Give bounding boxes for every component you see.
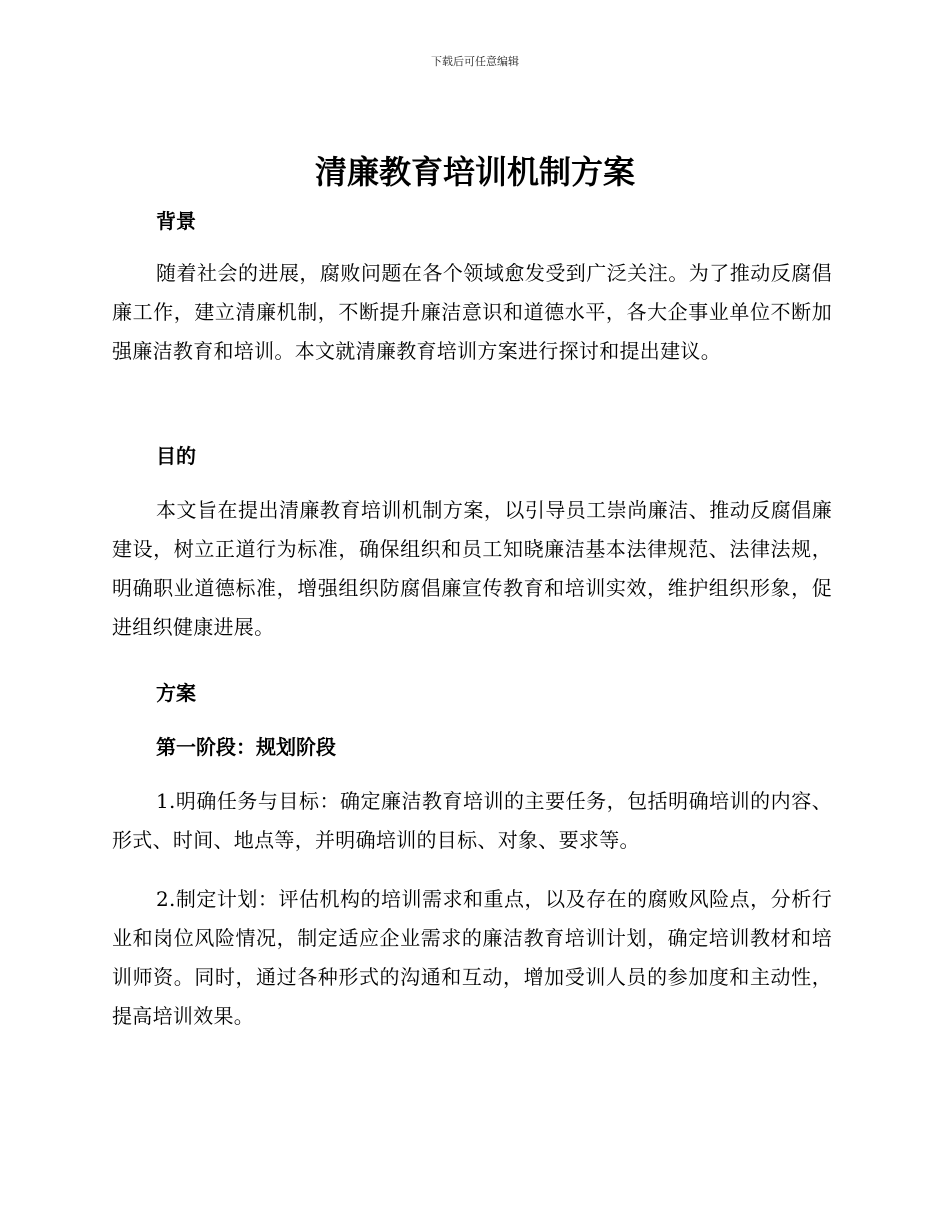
subsection-heading-phase1: 第一阶段：规划阶段 — [156, 735, 336, 759]
document-title: 清廉教育培训机制方案 — [314, 153, 635, 191]
paragraph-background: 随着社会的进展，腐败问题在各个领域愈发受到广泛关注。为了推动反腐倡廉工作，建立清廉机制，不断提升廉洁意识和道德水平，各大企事业单位不断加强廉洁教育和培训。本文就清廉教育培训方案进行探讨和提出建议。 — [112, 261, 832, 363]
paragraph-purpose: 本文旨在提出清廉教育培训机制方案，以引导员工崇尚廉洁、推动反腐倡廉建设，树立正道行为标准，确保组织和员工知晓廉洁基本法律规范、法律法规，明确职业道德标准，增强组织防腐倡廉宣传教育和培训实效，维护组织形象，促进组织健康进展。 — [112, 498, 832, 639]
section-heading-plan: 方案 — [156, 681, 196, 705]
page-header-note: 下载后可任意编辑 — [431, 55, 519, 68]
section-heading-purpose: 目的 — [156, 444, 196, 468]
plan-item-1: 1.明确任务与目标：确定廉洁教育培训的主要任务，包括明确培训的内容、形式、时间、地点等，并明确培训的目标、对象、要求等。 — [112, 789, 832, 852]
section-heading-background: 背景 — [156, 209, 196, 233]
plan-item-2: 2.制定计划：评估机构的培训需求和重点，以及存在的腐败风险点，分析行业和岗位风险情况，制定适应企业需求的廉洁教育培训计划，确定培训教材和培训师资。同时，通过各种形式的沟通和互动，增加受训人员的参加度和主动性，提高培训效果。 — [112, 887, 832, 1028]
